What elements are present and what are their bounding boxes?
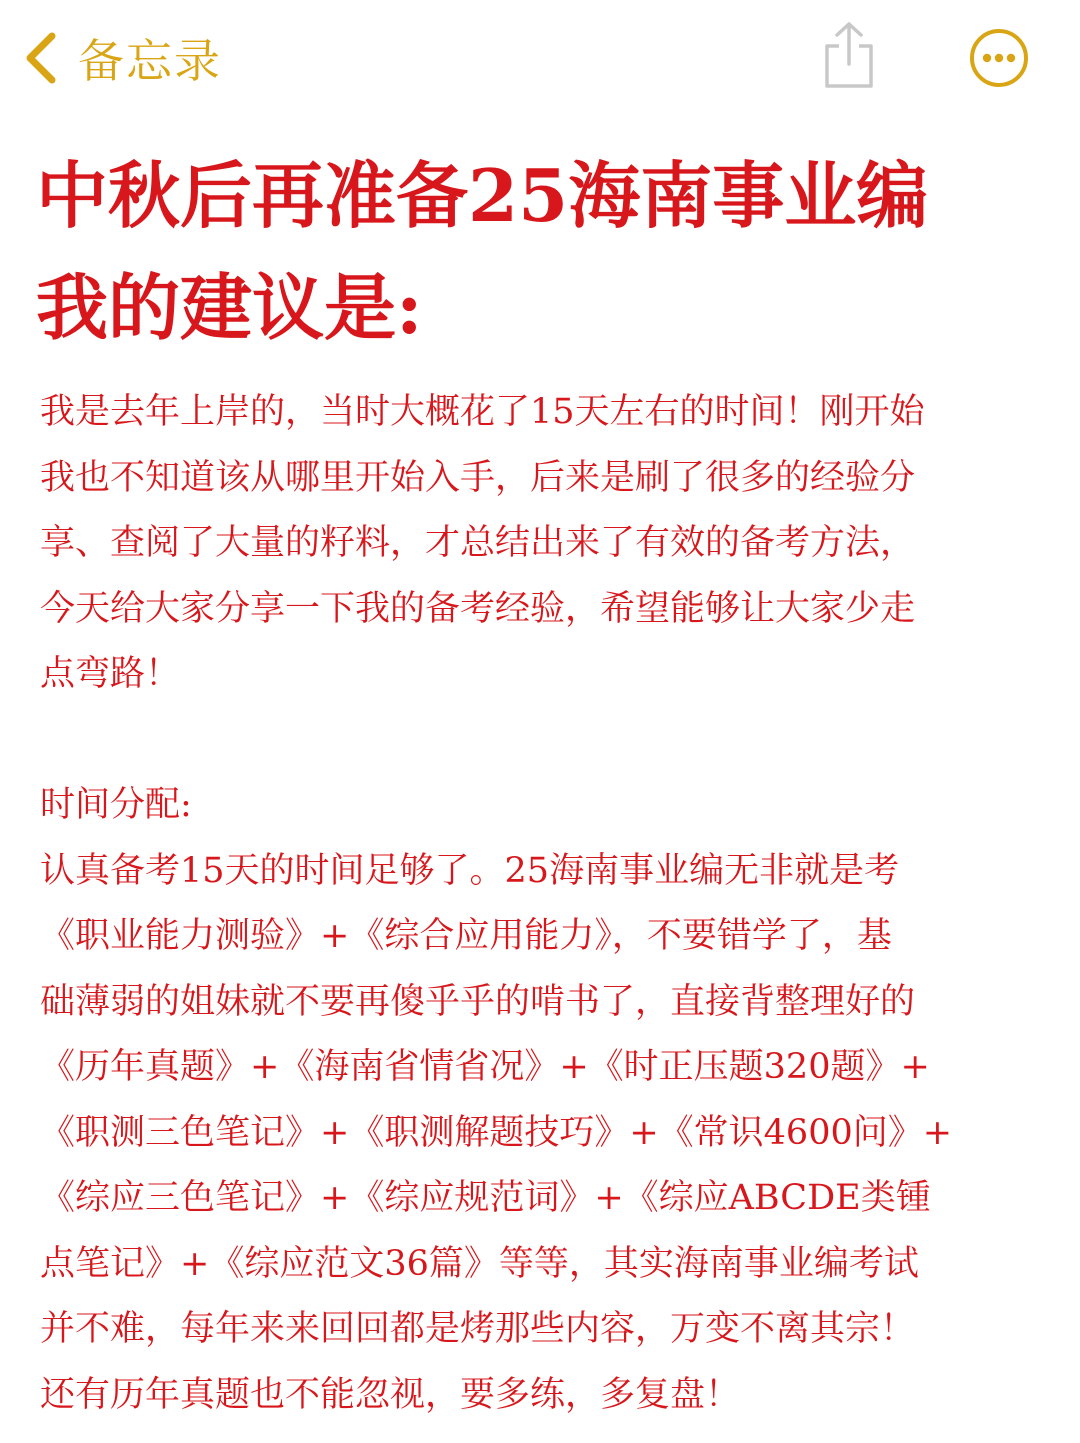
body-line: 享、查阅了大量的籽料，才总结出来了有效的备考方法，: [40, 523, 916, 563]
body-line: 我也不知道该从哪里开始入手，后来是刷了很多的经验分: [40, 457, 916, 498]
blank-line: [40, 708, 1050, 774]
section-heading: 时间分配:: [40, 785, 192, 825]
body-line: 《综应三色笔记》+《综应规范词》+《综应ABCDE类锺: [40, 1178, 931, 1218]
note-body[interactable]: [40, 380, 1050, 1428]
title-line: 中秋后再准备25海南事业编: [36, 153, 929, 238]
body-line: 础薄弱的姐妹就不要再傻乎乎的啃书了，直接背整理好的: [40, 981, 916, 1022]
share-icon[interactable]: [820, 20, 878, 90]
body-line: 我是去年上岸的，当时大概花了15天左右的时间！刚开始: [40, 392, 925, 432]
more-icon[interactable]: [968, 27, 1030, 89]
body-line: 并不难，每年来来回回都是烤那些内容，万变不离其宗！: [40, 1309, 916, 1349]
back-label: 备忘录: [78, 34, 222, 88]
back-button[interactable]: [22, 28, 222, 88]
body-line: 《职测三色笔记》+《职测解题技巧》+《常识4600问》+: [40, 1112, 953, 1153]
navigation-bar: [0, 0, 1080, 115]
title-line: 我的建议是:: [36, 265, 423, 350]
chevron-left-icon: [22, 32, 60, 84]
body-line: 今天给大家分享一下我的备考经验，希望能够让大家少走: [40, 588, 916, 629]
body-line: 还有历年真题也不能忽视，要多练，多复盘！: [40, 1374, 741, 1415]
body-line: 认真备考15天的时间足够了。25海南事业编无非就是考: [40, 850, 900, 891]
note-title: [36, 140, 1046, 364]
body-line: 点笔记》+《综应范文36篇》等等，其实海南事业编考试: [40, 1243, 919, 1284]
body-line: 点弯路！: [40, 654, 181, 694]
body-line: 《职业能力测验》+《综合应用能力》，不要错学了，基: [40, 916, 892, 956]
body-line: 《历年真题》+《海南省情省况》+《时正压题320题》+: [40, 1047, 930, 1087]
